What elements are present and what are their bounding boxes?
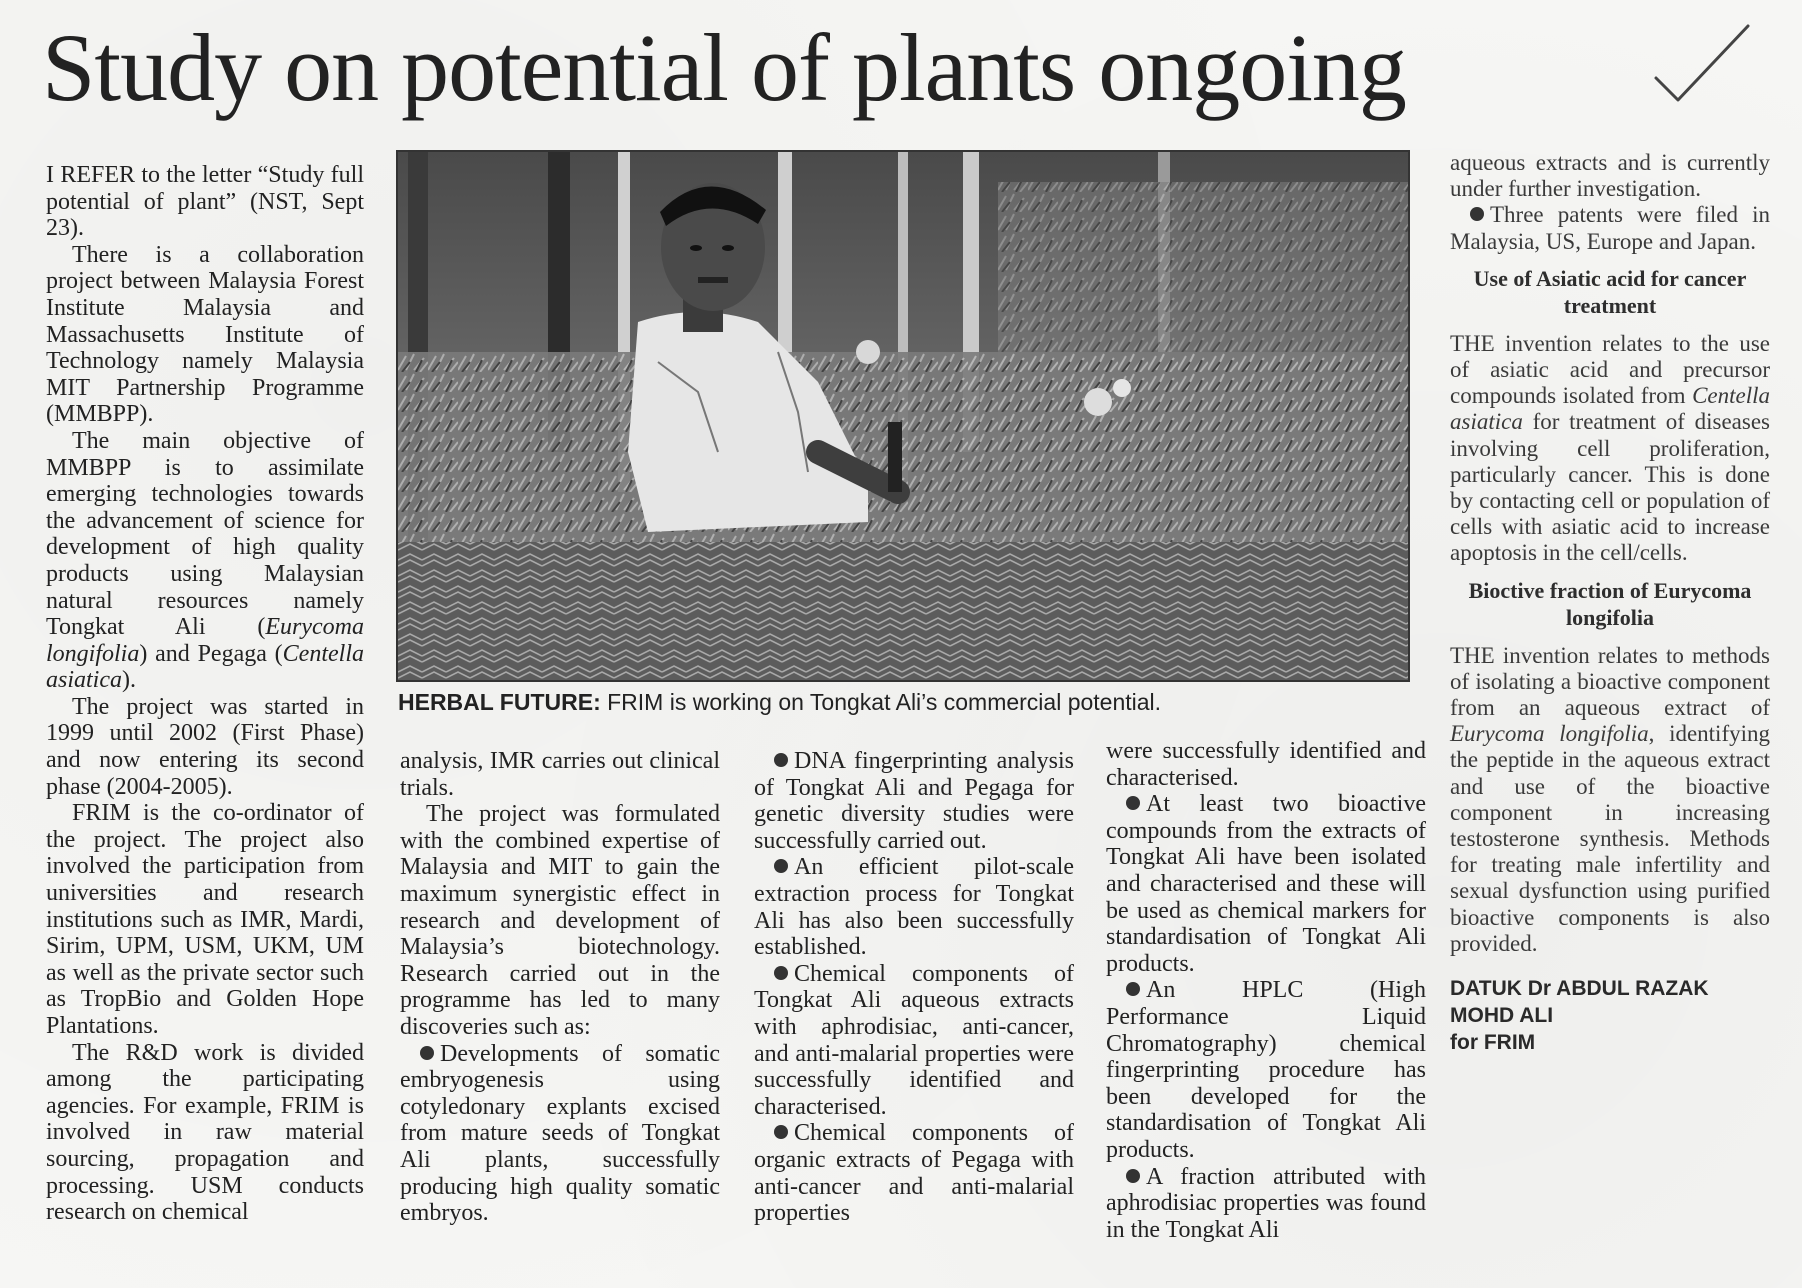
column-3	[754, 748, 1074, 1227]
bullet-icon	[420, 1046, 434, 1060]
paragraph: I REFER to the letter “Study full potential of plant” (NST, Sept 23).	[46, 162, 364, 242]
photo-caption	[398, 688, 1398, 716]
column-4	[1106, 738, 1426, 1243]
paragraph: The R&D work is divided among the participating agencies. For example, FRIM is involved in raw material sourcing, propagation and processing. USM conducts research on chemical	[46, 1039, 364, 1226]
bullet-item: An HPLC (High Performance Liquid Chromatography) chemical fingerprinting procedure has been developed for the standardisation of Tongkat Ali products.	[1106, 977, 1426, 1163]
paragraph: The project was formulated with the combined expertise of Malaysia and MIT to gain the maximum synergistic effect in research and development of Malaysia’s biotechnology. Research carried out in the programme has led to many discoveries such as:	[400, 801, 720, 1040]
caption-label: HERBAL FUTURE:	[398, 689, 601, 715]
bullet-item: Three patents were filed in Malaysia, US, Europe and Japan.	[1450, 202, 1770, 254]
paragraph: The main objective of MMBPP is to assimilate emerging technologies towards the advancement of science for development of high quality products using Malaysian natural resources namely Tongkat Ali (Eurycoma longifolia) and Pegaga (Centella asiatica).	[46, 427, 364, 694]
column-1	[46, 162, 364, 1226]
author-affiliation: for FRIM	[1450, 1031, 1536, 1055]
caption-text: FRIM is working on Tongkat Ali’s commercial potential.	[600, 689, 1162, 715]
paragraph: THE invention relates to the use of asiatic acid and precursor compounds isolated from Centella asiatica for treatment of diseases involving cell proliferation, particularly cancer. This is done by contacting cell or population of cells with asiatic acid to increase apoptosis in the cell/cells.	[1450, 330, 1770, 566]
paragraph: analysis, IMR carries out clinical trials.	[400, 748, 720, 801]
bullet-icon	[774, 1125, 788, 1139]
paragraph: There is a collaboration project between Malaysia Forest Institute Malaysia and Massachusetts Institute of Technology namely Malaysia MIT Partnership Programme (MMBPP).	[46, 241, 364, 428]
column-5	[1450, 150, 1770, 1056]
author-signature	[1450, 975, 1770, 1056]
bullet-item: An efficient pilot-scale extraction process for Tongkat Ali has also been successfully established.	[754, 854, 1074, 961]
author-name: DATUK Dr ABDUL RAZAK	[1450, 977, 1709, 1001]
paragraph: FRIM is the co-ordinator of the project. The project also involved the participation from universities and research institutions such as IMR, Mardi, Sirim, UPM, USM, UKM, UM as well as the private sector such as TropBio and Golden Hope Plantations.	[46, 800, 364, 1039]
bullet-icon	[1126, 982, 1140, 996]
bullet-item: Chemical components of Tongkat Ali aqueous extracts with aphrodisiac, anti-cancer, and anti-malarial properties were successfully identified and characterised.	[754, 960, 1074, 1120]
bullet-item: DNA fingerprinting analysis of Tongkat Ali and Pegaga for genetic diversity studies were successfully carried out.	[754, 748, 1074, 854]
paragraph: THE invention relates to methods of isolating a bioactive component from an aqueous extract of Eurycoma longifolia, identifying the peptide in the aqueous extract and use of the bioactive component in increasing testosterone synthesis. Methods for treating male infertility and sexual dysfunction using purified bioactive components is also provided.	[1450, 642, 1770, 956]
column-2	[400, 748, 720, 1227]
bullet-icon	[774, 966, 788, 980]
subheading-bioactive-fraction: Bioctive fraction of Eurycoma longifolia	[1468, 577, 1752, 630]
bullet-item: A fraction attributed with aphrodisiac properties was found in the Tongkat Ali	[1106, 1163, 1426, 1243]
paragraph: were successfully identified and characterised.	[1106, 738, 1426, 791]
photo-man-with-plants	[396, 150, 1410, 682]
bullet-icon	[774, 753, 788, 767]
bullet-item: Chemical components of organic extracts of Pegaga with anti-cancer and anti-malarial properties	[754, 1120, 1074, 1227]
paragraph: The project was started in 1999 until 2002 (First Phase) and now entering its second phase (2004-2005).	[46, 693, 364, 800]
bullet-item: Developments of somatic embryogenesis using cotyledonary explants excised from mature seeds of Tongkat Ali plants, successfully producing high quality somatic embryos.	[400, 1040, 720, 1227]
check-mark-icon	[1648, 18, 1758, 118]
headline: Study on potential of plants ongoing	[42, 14, 1406, 121]
bullet-icon	[1470, 207, 1484, 221]
author-name-2: MOHD ALI	[1450, 1004, 1554, 1028]
bullet-icon	[774, 859, 788, 873]
photo-illustration	[398, 152, 1408, 680]
bullet-item: At least two bioactive compounds from the extracts of Tongkat Ali have been isolated and characterised and these will be used as chemical markers for standardisation of Tongkat Ali products.	[1106, 791, 1426, 977]
paragraph: aqueous extracts and is currently under further investigation.	[1450, 150, 1770, 202]
subheading-asiatic-acid: Use of Asiatic acid for cancer treatment	[1473, 265, 1747, 318]
bullet-icon	[1126, 796, 1140, 810]
bullet-icon	[1126, 1169, 1140, 1183]
